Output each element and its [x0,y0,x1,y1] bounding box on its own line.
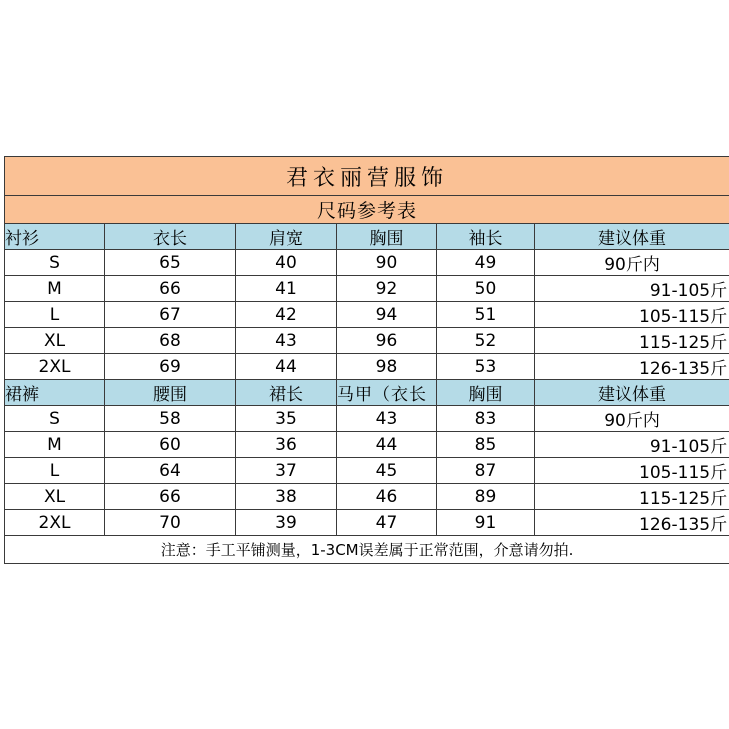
skirt-size-cell: 36 [236,432,337,458]
shirt-size-cell: 65 [105,250,236,276]
shirt-size-cell: 91-105斤 [535,276,729,302]
skirt-size-row [5,484,729,510]
skirt-header-cell: 胸围 [437,380,535,406]
size-chart-subtitle: 尺码参考表 [5,196,729,224]
skirt-size-cell: 58 [105,406,236,432]
skirt-size-cell: 37 [236,458,337,484]
skirt-size-cell: M [5,432,105,458]
skirt-size-cell: 47 [337,510,437,536]
shirt-size-cell: M [5,276,105,302]
shirt-header-cell: 衣长 [105,224,236,250]
shirt-size-cell: 90斤内 [535,250,729,276]
shirt-size-row [5,250,729,276]
shirt-size-row [5,276,729,302]
subtitle-row [5,196,729,224]
skirt-size-row [5,406,729,432]
shirt-size-cell: 66 [105,276,236,302]
shirt-size-cell: 94 [337,302,437,328]
shirt-size-cell: 43 [236,328,337,354]
shirt-size-cell: 53 [437,354,535,380]
skirt-header-cell: 裙裤 [5,380,105,406]
skirt-size-cell: 83 [437,406,535,432]
skirt-size-cell: 64 [105,458,236,484]
skirt-size-cell: XL [5,484,105,510]
shirt-size-cell: 42 [236,302,337,328]
skirt-size-cell: 46 [337,484,437,510]
skirt-size-cell: 39 [236,510,337,536]
skirt-header-cell: 建议体重 [535,380,729,406]
shirt-size-cell: 40 [236,250,337,276]
shirt-size-row [5,328,729,354]
shirt-size-row [5,302,729,328]
shop-title: 君衣丽营服饰 [5,157,729,196]
skirt-size-row [5,458,729,484]
skirt-size-cell: 43 [337,406,437,432]
skirt-size-cell: L [5,458,105,484]
shirt-header-cell: 建议体重 [535,224,729,250]
shirt-header-cell: 衬衫 [5,224,105,250]
skirt-header-cell: 腰围 [105,380,236,406]
shirt-size-cell: 90 [337,250,437,276]
shirt-size-cell: 67 [105,302,236,328]
shirt-size-cell: 115-125斤 [535,328,729,354]
shirt-size-cell: 41 [236,276,337,302]
shirt-size-cell: L [5,302,105,328]
skirt-size-cell: 91-105斤 [535,432,729,458]
skirt-size-cell: 35 [236,406,337,432]
skirt-size-cell: 115-125斤 [535,484,729,510]
skirt-size-cell: S [5,406,105,432]
shirt-size-cell: 51 [437,302,535,328]
skirt-size-cell: 38 [236,484,337,510]
skirt-header-cell: 马甲（衣长 [337,380,437,406]
shirt-size-cell: 126-135斤 [535,354,729,380]
shirt-size-cell: 92 [337,276,437,302]
shirt-size-cell: XL [5,328,105,354]
shirt-header-cell: 胸围 [337,224,437,250]
shirt-size-cell: 69 [105,354,236,380]
shirt-size-row [5,354,729,380]
skirt-size-cell: 89 [437,484,535,510]
size-chart-table [4,156,729,564]
shirt-header-cell: 袖长 [437,224,535,250]
skirt-header-cell: 裙长 [236,380,337,406]
shirt-header-row [5,224,729,250]
skirt-size-cell: 90斤内 [535,406,729,432]
shirt-size-cell: 52 [437,328,535,354]
skirt-size-cell: 2XL [5,510,105,536]
shirt-size-cell: 50 [437,276,535,302]
shirt-size-cell: 49 [437,250,535,276]
shirt-size-cell: 44 [236,354,337,380]
shirt-header-cell: 肩宽 [236,224,337,250]
skirt-size-row [5,510,729,536]
shirt-size-cell: 96 [337,328,437,354]
shirt-size-cell: 98 [337,354,437,380]
skirt-size-cell: 60 [105,432,236,458]
note-row [5,536,729,564]
skirt-size-cell: 70 [105,510,236,536]
title-row [5,157,729,196]
skirt-size-cell: 66 [105,484,236,510]
shirt-size-cell: 68 [105,328,236,354]
skirt-size-cell: 44 [337,432,437,458]
skirt-size-cell: 126-135斤 [535,510,729,536]
skirt-size-row [5,432,729,458]
skirt-size-cell: 91 [437,510,535,536]
measurement-note: 注意：手工平铺测量，1-3CM误差属于正常范围，介意请勿拍. [5,536,729,564]
skirt-size-cell: 45 [337,458,437,484]
shirt-size-cell: S [5,250,105,276]
skirt-size-cell: 105-115斤 [535,458,729,484]
shirt-size-cell: 105-115斤 [535,302,729,328]
skirt-header-row [5,380,729,406]
shirt-size-cell: 2XL [5,354,105,380]
skirt-size-cell: 85 [437,432,535,458]
skirt-size-cell: 87 [437,458,535,484]
